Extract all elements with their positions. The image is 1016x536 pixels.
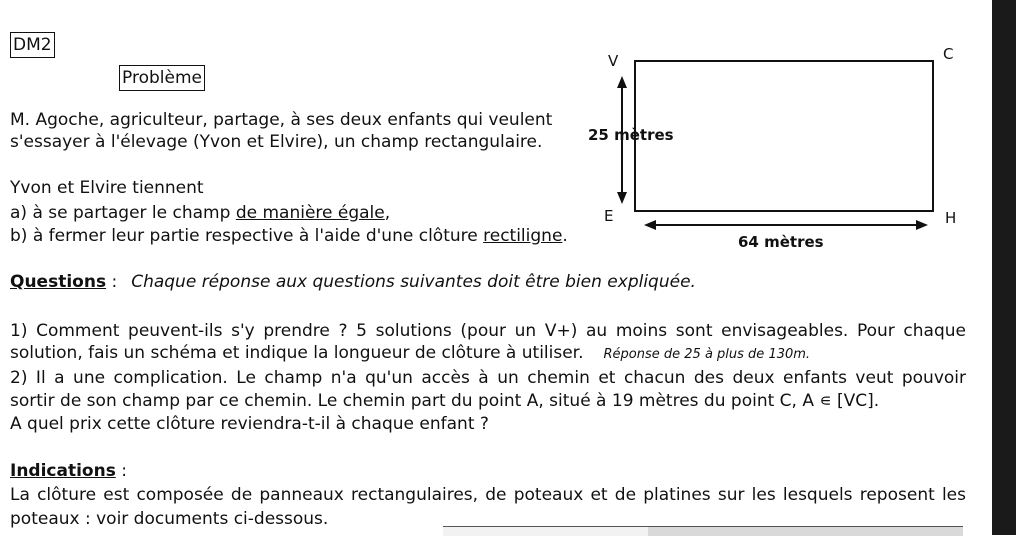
label-c: C bbox=[943, 45, 954, 63]
indications-heading: Indications bbox=[10, 461, 116, 481]
condition-b-suffix: . bbox=[562, 226, 568, 246]
q2-line-3: A quel prix cette clôture reviendra-t-il à chaque enfant ? bbox=[10, 414, 489, 434]
dm-label: DM2 bbox=[10, 32, 55, 58]
intro-line-2: s'essayer à l'élevage (Yvon et Elvire), un champ rectangulaire. bbox=[10, 132, 543, 152]
questions-heading-row bbox=[10, 271, 696, 293]
label-v: V bbox=[608, 52, 619, 70]
condition-a-suffix: , bbox=[384, 203, 391, 223]
condition-b-underlined: rectiligne bbox=[483, 226, 563, 246]
q2-line-1: 2) Il a une complication. Le champ n'a qu'un accès à un chemin et chacun des deux enfants veut pouvoir bbox=[10, 368, 966, 388]
q1-line-1: 1) Comment peuvent-ils s'y prendre ? 5 solutions (pour un V+) au moins sont envisageables. Pour chaque bbox=[10, 321, 966, 341]
q1-hint: Réponse de 25 à plus de 130m. bbox=[603, 347, 811, 362]
width-label: 64 mètres bbox=[738, 233, 824, 251]
label-e: E bbox=[604, 207, 614, 225]
questions-instruction: Chaque réponse aux questions suivantes doit être bien expliquée. bbox=[131, 272, 696, 292]
indications-line-1: La clôture est composée de panneaux rectangulaires, de poteaux et de platines sur les lesquels reposent les bbox=[10, 485, 966, 505]
height-arrow-head-down bbox=[617, 192, 627, 204]
condition-a-underlined: de manière égale bbox=[235, 203, 385, 223]
width-arrow-head-right bbox=[916, 220, 928, 230]
screen-edge bbox=[992, 0, 1016, 535]
label-h: H bbox=[945, 209, 957, 227]
intro-line-1: M. Agoche, agriculteur, partage, à ses deux enfants qui veulent bbox=[10, 110, 553, 130]
condition-b-prefix: b) à fermer leur partie respective à l'aide d'une clôture bbox=[10, 226, 484, 246]
condition-a-prefix: a) à se partager le champ bbox=[10, 203, 236, 223]
indications-heading-row bbox=[10, 460, 127, 482]
height-arrow-head-up bbox=[617, 76, 627, 88]
q1-line-2-text: solution, fais un schéma et indique la longueur de clôture à utiliser. bbox=[10, 343, 584, 363]
indications-line-2: poteaux : voir documents ci-dessous. bbox=[10, 509, 329, 529]
problem-title: Problème bbox=[119, 65, 205, 91]
indications-heading-colon: : bbox=[115, 461, 127, 481]
conditions-lead: Yvon et Elvire tiennent bbox=[10, 178, 204, 198]
width-arrow-head-left bbox=[644, 220, 656, 230]
questions-heading-colon: : bbox=[106, 272, 118, 292]
questions-heading: Questions bbox=[10, 272, 107, 292]
q2-line-2: sortir de son champ par ce chemin. Le chemin part du point A, situé à 19 mètres du point C, A ∊ [VC]. bbox=[10, 391, 880, 411]
field-rectangle bbox=[635, 61, 933, 211]
height-label: 25 mètres bbox=[588, 126, 674, 144]
q1-line-2 bbox=[10, 342, 810, 366]
